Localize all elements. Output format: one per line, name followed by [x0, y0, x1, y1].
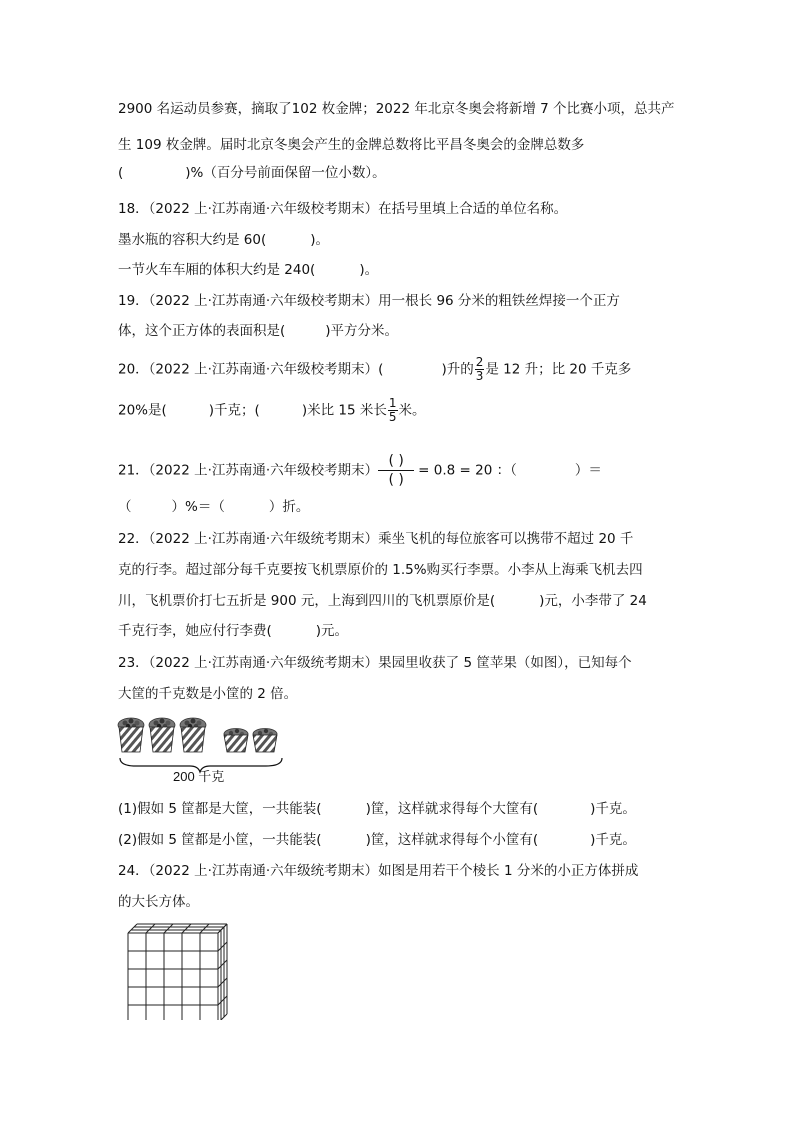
big-basket	[180, 718, 206, 752]
text-line	[118, 322, 398, 340]
text-line: 2900 名运动员参赛，摘取了102 枚金牌；2022 年北京冬奥会将新增 7 个比赛小项，总共产	[118, 101, 675, 117]
text-line	[118, 164, 386, 182]
text-span: )元，小李带了 24	[539, 593, 647, 609]
text-span: )千克。	[590, 801, 636, 817]
text-span: (2)假如 5 筐都是小筐，一共能装(	[118, 832, 322, 848]
text-span: )米比 15 米长	[301, 402, 387, 419]
text-span: 是 12 升；比 20 千克多	[485, 361, 632, 378]
question-23-part-2	[118, 831, 636, 849]
side-grid-line	[218, 924, 227, 933]
small-basket	[224, 729, 248, 753]
text-span: 川，飞机票价打七五折是 900 元，上海到四川的飞机票原价是(	[118, 593, 496, 609]
cuboid-figure	[124, 920, 244, 1020]
text-span: 一节火车车厢的体积大约是 240(	[118, 262, 316, 278]
question-19: 19．（2022 上·江苏南通·六年级校考期末）用一根长 96 分米的粗铁丝焊接一个正方	[118, 293, 620, 309]
question-23: 23．（2022 上·江苏南通·六年级统考期末）果园里收获了 5 筐苹果（如图），已知每个	[118, 655, 632, 671]
paren-open: (	[118, 165, 124, 181]
top-grid-line	[128, 924, 137, 933]
side-grid-line	[218, 942, 227, 951]
text-line	[118, 261, 378, 279]
text-span: )。	[359, 262, 379, 278]
question-20	[118, 356, 631, 383]
text-span: )升的	[441, 361, 474, 378]
text-line	[118, 622, 348, 640]
big-basket	[149, 718, 175, 752]
text-span: ）折。	[268, 499, 310, 515]
text-span: 20%是(	[118, 402, 167, 419]
text-line: 生 109 枚金牌。届时北京冬奥会产生的金牌总数将比平昌冬奥会的金牌总数多	[118, 137, 585, 153]
text-line: 的大长方体。	[118, 894, 199, 910]
text-span: )。	[310, 232, 330, 248]
text-span: （	[118, 499, 132, 515]
big-basket	[118, 718, 144, 752]
text-span: )平方分米。	[325, 323, 399, 339]
question-18: 18．（2022 上·江苏南通·六年级校考期末）在括号里填上合适的单位名称。	[118, 201, 568, 217]
text-span: )%（百分号前面保留一位小数）。	[185, 165, 386, 181]
top-grid-line	[182, 924, 191, 933]
text-span: )千克。	[590, 832, 636, 848]
text-line	[118, 592, 647, 610]
question-24: 24．（2022 上·江苏南通·六年级统考期末）如图是用若干个棱长 1 分米的小正方体拼成	[118, 863, 639, 879]
question-21	[118, 452, 602, 489]
text-line	[118, 498, 309, 516]
text-span: 20．（2022 上·江苏南通·六年级校考期末）(	[118, 361, 384, 378]
side-grid-line	[218, 996, 227, 1005]
fraction-one-fifth: $\frac{1}{5}$	[388, 396, 397, 424]
text-span: )千克；(	[208, 402, 260, 419]
text-span: ）＝	[574, 462, 602, 479]
text-span: ）%＝（	[171, 499, 225, 515]
text-span: = 0.8 = 20 ：（	[418, 462, 517, 479]
fraction-two-thirds: $\frac{2}{3}$	[475, 355, 484, 383]
text-line	[118, 231, 329, 249]
text-line	[118, 397, 426, 424]
fraction-blank[interactable]: ( ) ( )	[378, 452, 414, 489]
side-grid-line	[218, 960, 227, 969]
side-grid-line	[218, 1014, 227, 1020]
top-grid-line	[146, 924, 155, 933]
text-span: (1)假如 5 筐都是大筐，一共能装(	[118, 801, 322, 817]
text-span: )筐，这样就求得每个大筐有(	[365, 801, 539, 817]
text-span: 千克行李，她应付行李费(	[118, 623, 272, 639]
question-23-part-1	[118, 800, 636, 818]
text-span: 体，这个正方体的表面积是(	[118, 323, 286, 339]
text-line: 大筐的千克数是小筐的 2 倍。	[118, 686, 298, 702]
text-span: )筐，这样就求得每个小筐有(	[365, 832, 539, 848]
side-grid-line	[218, 978, 227, 987]
text-span: 21．（2022 上·江苏南通·六年级校考期末）	[118, 462, 379, 479]
text-span: )元。	[315, 623, 349, 639]
basket-figure-label: 200 千克	[173, 769, 225, 784]
top-grid-line	[200, 924, 209, 933]
top-grid-line	[164, 924, 173, 933]
question-22: 22．（2022 上·江苏南通·六年级统考期末）乘坐飞机的每位旅客可以携带不超过 20 千	[118, 531, 634, 547]
small-basket	[253, 729, 277, 753]
text-line: 克的行李。超过部分每千克要按飞机票原价的 1.5%购买行李票。小李从上海乘飞机去四	[118, 562, 643, 578]
text-span: 米。	[398, 402, 426, 419]
text-span: 墨水瓶的容积大约是 60(	[118, 232, 267, 248]
